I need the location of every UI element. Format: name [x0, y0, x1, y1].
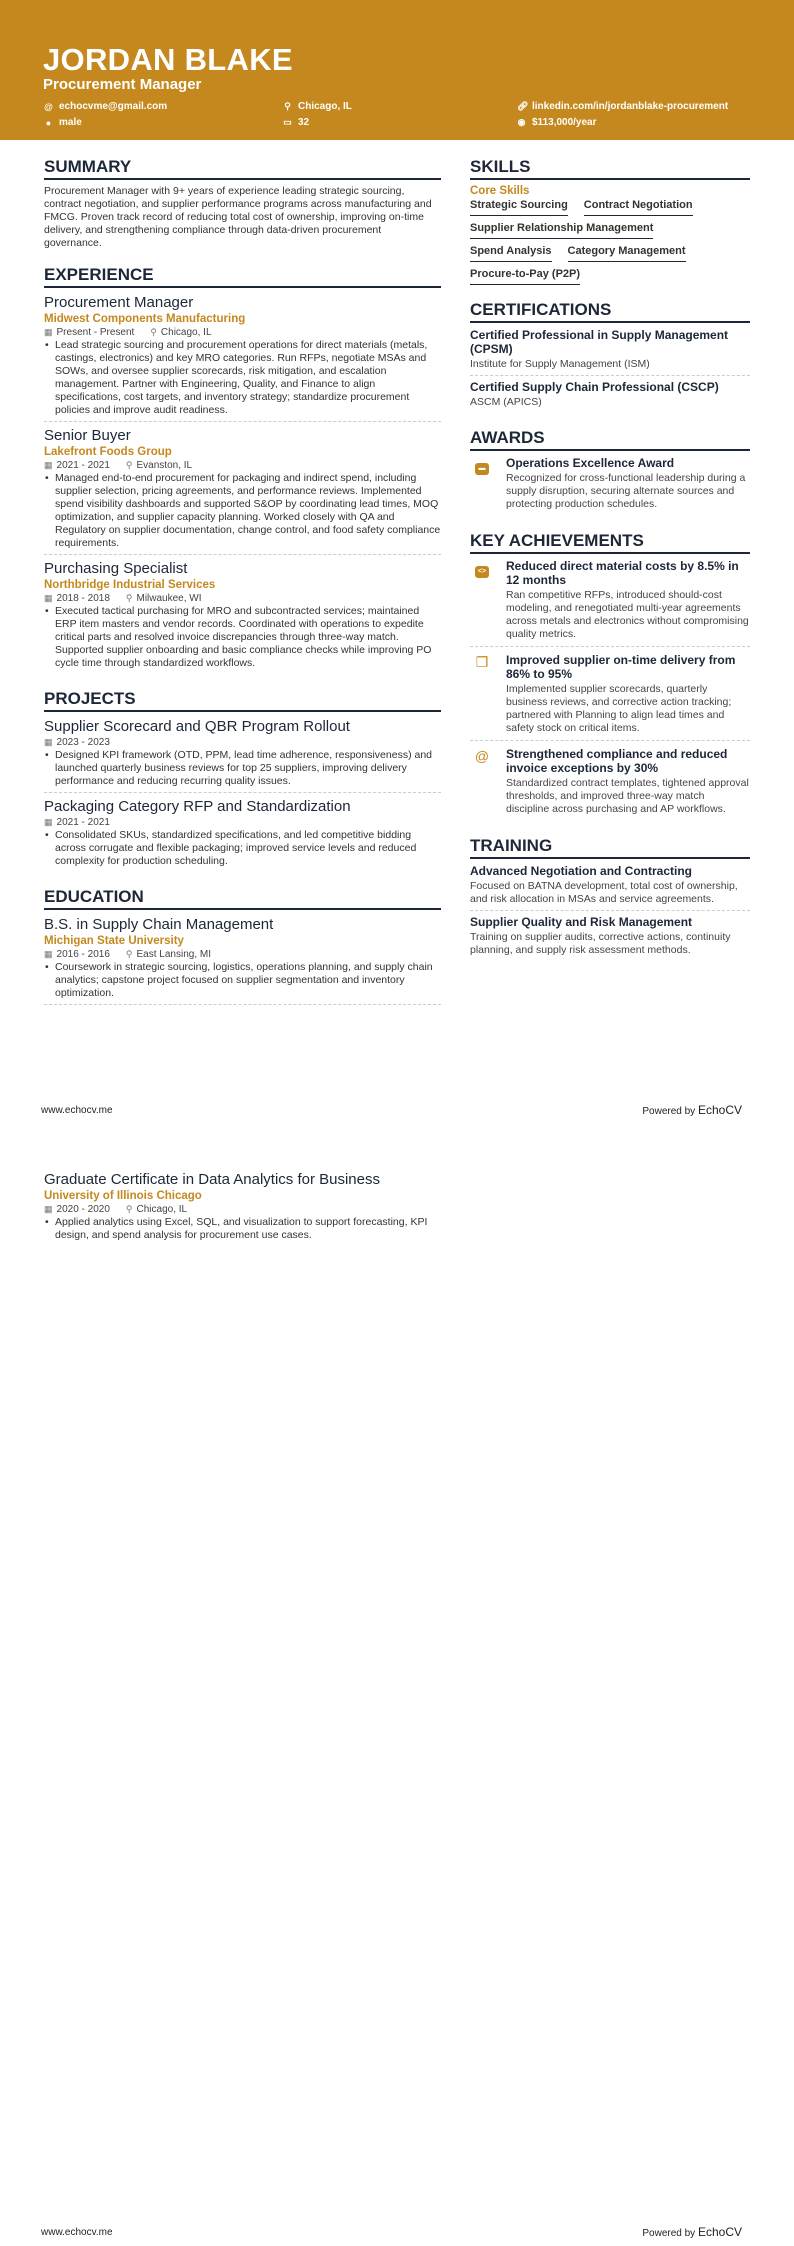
- cert-issuer: Institute for Supply Management (ISM): [470, 358, 650, 370]
- footer-powered-by[interactable]: [642, 2225, 742, 2239]
- left-column: [44, 157, 441, 1020]
- projects-section: [44, 689, 441, 872]
- bullet: • Managed end-to-end procurement for packaging and indirect spend, including supplier selection, pricing agreements, and performance reviews. Implemented spend visibility dashboards and supported S&OP by coordinating lead times, MOQ optimization, and supplier capacity planning. Worked closely with QA and Regulatory on supplier documentation, change control, and food safety compliance requirements.: [44, 472, 441, 550]
- achievement-item: [470, 653, 750, 741]
- skill-tag: Contract Negotiation: [584, 199, 693, 216]
- section-heading: PROJECTS: [44, 689, 441, 712]
- certification-item: [470, 328, 750, 376]
- contact-text: Chicago, IL: [298, 101, 352, 112]
- location: Evanston, IL: [136, 460, 193, 471]
- experience-item: [44, 293, 441, 422]
- money-icon: ◉: [517, 117, 526, 127]
- section-heading: KEY ACHIEVEMENTS: [470, 531, 750, 554]
- achievement-item: [470, 559, 750, 647]
- location: Milwaukee, WI: [136, 593, 202, 604]
- dates: Present - Present: [56, 327, 135, 338]
- contact-location: [283, 101, 352, 112]
- footer-powered-by[interactable]: [642, 1103, 742, 1117]
- contact-email[interactable]: [44, 101, 167, 112]
- skill-tag: Category Management: [568, 245, 686, 262]
- calendar-icon: ▦: [44, 817, 53, 827]
- training-title: Advanced Negotiation and Contracting: [470, 864, 693, 878]
- candidate-title: Procurement Manager: [43, 76, 202, 93]
- code-icon: <>: [470, 559, 494, 641]
- candidate-name: JORDAN BLAKE: [43, 42, 293, 77]
- award-text: Recognized for cross-functional leadership during a supply disruption, securing alternate sources and protecting production schedules.: [506, 472, 746, 510]
- section-heading: CERTIFICATIONS: [470, 300, 750, 323]
- calendar-icon: ▭: [283, 117, 292, 127]
- message-icon: ▬: [470, 456, 494, 511]
- job-title: Purchasing Specialist: [44, 560, 188, 577]
- experience-section: [44, 265, 441, 674]
- brand-name: EchoCV: [697, 1103, 742, 1117]
- achievement-title: Improved supplier on-time delivery from 86% to 95%: [506, 653, 736, 681]
- training-section: [470, 836, 750, 961]
- files-icon: ❐: [475, 654, 489, 670]
- dates: 2016 - 2016: [56, 949, 110, 960]
- achievement-text: Standardized contract templates, tightened approval thresholds, and improved three-way match discipline across purchasing and AP workflows.: [506, 777, 749, 815]
- education-section: [44, 887, 441, 1005]
- bullet: • Executed tactical purchasing for MRO and subcontracted services; maintained ERP item masters and vendor records. Coordinated with operations to expedite critical parts and resolved invoice discrepancies through three-way match. Supported supplier onboarding and basic compliance checks while improving PO cycle time through standardized workflows.: [44, 605, 441, 670]
- user-icon: ●: [45, 117, 52, 128]
- section-heading: EXPERIENCE: [44, 265, 441, 288]
- award-item: [470, 456, 750, 516]
- resume-header: [0, 0, 794, 140]
- school-name: University of Illinois Chicago: [44, 1190, 202, 1202]
- skill-tag: Spend Analysis: [470, 245, 552, 262]
- right-column: [470, 157, 750, 976]
- achievement-title: Reduced direct material costs by 8.5% in 12 months: [506, 559, 739, 587]
- dates: 2020 - 2020: [56, 1204, 110, 1215]
- company-name: Northbridge Industrial Services: [44, 579, 216, 591]
- dates: 2021 - 2021: [56, 460, 110, 471]
- footer-site-link[interactable]: www.echocv.me: [41, 2227, 113, 2238]
- page2-left-column: [44, 1170, 441, 1250]
- contact-gender: [44, 117, 82, 128]
- dates: 2023 - 2023: [56, 737, 110, 748]
- section-heading: SKILLS: [470, 157, 750, 180]
- contact-text: 32: [298, 117, 310, 128]
- summary-section: [44, 157, 441, 250]
- achievement-text: Implemented supplier scorecards, quarterly business reviews, and corrective action tracking; partnered with Planning to align lead times and safety stock on critical items.: [506, 683, 732, 734]
- company-name: Midwest Components Manufacturing: [44, 313, 246, 325]
- bullet: • Consolidated SKUs, standardized specifications, and led competitive bidding across corrugate and flexible packaging; improved service levels and reduced complexity for production scheduling.: [44, 829, 441, 868]
- awards-section: [470, 428, 750, 516]
- dates: 2018 - 2018: [56, 593, 110, 604]
- education-item: [44, 1170, 441, 1246]
- calendar-icon: ▦: [44, 1204, 53, 1214]
- location-icon: ⚲: [125, 460, 133, 470]
- training-text: Training on supplier audits, corrective actions, continuity planning, and supply risk assessment methods.: [470, 931, 731, 956]
- location: Chicago, IL: [160, 327, 212, 338]
- training-item: [470, 915, 750, 961]
- section-heading: AWARDS: [470, 428, 750, 451]
- achievement-title: Strengthened compliance and reduced invoice exceptions by 30%: [506, 747, 728, 775]
- experience-item: [44, 426, 441, 555]
- cert-title: Certified Professional in Supply Management (CPSM): [470, 328, 729, 356]
- cert-issuer: ASCM (APICS): [470, 396, 542, 408]
- section-heading: TRAINING: [470, 836, 750, 859]
- skills-section: [470, 157, 750, 285]
- powered-label: Powered by: [642, 1106, 696, 1117]
- bullet: • Lead strategic sourcing and procurement operations for direct materials (metals, castings, electronics) and key MRO categories. Run RFPs, negotiate MSAs and SOWs, and oversee supplier scorecards, risk mitigation, and escalation management. Partner with Engineering, Quality, and Finance to align specifications, cost targets, and inventory strategy; standardize procurement policies and improve audit readiness.: [44, 339, 441, 417]
- powered-label: Powered by: [642, 2228, 696, 2239]
- cert-title: Certified Supply Chain Professional (CSCP): [470, 380, 719, 394]
- location-icon: ⚲: [125, 593, 133, 603]
- calendar-icon: ▦: [44, 737, 53, 747]
- link-icon: 🔗︎: [517, 101, 529, 111]
- calendar-icon: ▦: [44, 327, 53, 337]
- contact-text: linkedin.com/in/jordanblake-procurement: [532, 101, 729, 112]
- dates: 2021 - 2021: [56, 817, 110, 828]
- footer-site-link[interactable]: www.echocv.me: [41, 1105, 113, 1116]
- contact-text: echocvme@gmail.com: [59, 101, 168, 112]
- project-item: [44, 717, 441, 793]
- bullet: • Applied analytics using Excel, SQL, and visualization to support forecasting, KPI design, and spend analysis for procurement use cases.: [44, 1216, 441, 1242]
- bullet: • Coursework in strategic sourcing, logistics, operations planning, and supply chain analytics; capstone project focused on supplier segmentation and inventory optimization.: [44, 961, 441, 1000]
- training-text: Focused on BATNA development, total cost of ownership, and risk allocation in MSAs and service agreements.: [470, 880, 738, 905]
- award-title: Operations Excellence Award: [506, 456, 675, 470]
- school-name: Michigan State University: [44, 935, 184, 947]
- at-icon: @: [44, 101, 53, 112]
- training-item: [470, 864, 750, 911]
- skill-group-label: Core Skills: [470, 185, 530, 197]
- bullet: • Designed KPI framework (OTD, PPM, lead time adherence, responsiveness) and launched quarterly business reviews for top 25 suppliers, improving delivery performance and reducing recurring quality issues.: [44, 749, 441, 788]
- location-icon: ⚲: [284, 101, 291, 111]
- experience-item: [44, 559, 441, 674]
- brand-name: EchoCV: [697, 2225, 742, 2239]
- contact-linkedin[interactable]: [517, 101, 728, 112]
- project-title: Supplier Scorecard and QBR Program Rollout: [44, 718, 350, 735]
- job-title: Senior Buyer: [44, 427, 131, 444]
- summary-text: Procurement Manager with 9+ years of experience leading strategic sourcing, contract negotiation, and supplier performance programs across manufacturing and FMCG. Proven track record of reducing total cost of ownership, improving on-time delivery, and strengthening compliance through data-driven procurement governance.: [44, 185, 432, 249]
- certifications-section: [470, 300, 750, 413]
- degree: Graduate Certificate in Data Analytics for Business: [44, 1171, 380, 1188]
- skill-tag: Supplier Relationship Management: [470, 222, 653, 239]
- section-heading: SUMMARY: [44, 157, 441, 180]
- location: Chicago, IL: [136, 1204, 188, 1215]
- training-title: Supplier Quality and Risk Management: [470, 915, 693, 929]
- project-title: Packaging Category RFP and Standardization: [44, 798, 351, 815]
- project-item: [44, 797, 441, 872]
- education-item: [44, 915, 441, 1005]
- calendar-icon: ▦: [44, 460, 53, 470]
- calendar-icon: ▦: [44, 593, 53, 603]
- company-name: Lakefront Foods Group: [44, 446, 172, 458]
- contact-age: [283, 117, 309, 128]
- achievement-text: Ran competitive RFPs, introduced should-cost modeling, and renegotiated multi-year agreements across metals and electronics without compromising quality metrics.: [506, 589, 749, 640]
- calendar-icon: ▦: [44, 949, 53, 959]
- location-icon: ⚲: [125, 1204, 133, 1214]
- contact-salary: [517, 117, 597, 128]
- degree: B.S. in Supply Chain Management: [44, 916, 274, 933]
- at-icon: @: [474, 748, 490, 764]
- contact-text: male: [59, 117, 82, 128]
- job-title: Procurement Manager: [44, 294, 194, 311]
- contact-text: $113,000/year: [532, 117, 597, 128]
- location-icon: ⚲: [150, 327, 157, 337]
- location: East Lansing, MI: [136, 949, 211, 960]
- achievements-section: [470, 531, 750, 821]
- section-heading: EDUCATION: [44, 887, 441, 910]
- skill-tag: Procure-to-Pay (P2P): [470, 268, 580, 285]
- achievement-item: [470, 747, 750, 821]
- location-icon: ⚲: [125, 949, 133, 959]
- certification-item: [470, 380, 750, 413]
- skill-tag: Strategic Sourcing: [470, 199, 568, 216]
